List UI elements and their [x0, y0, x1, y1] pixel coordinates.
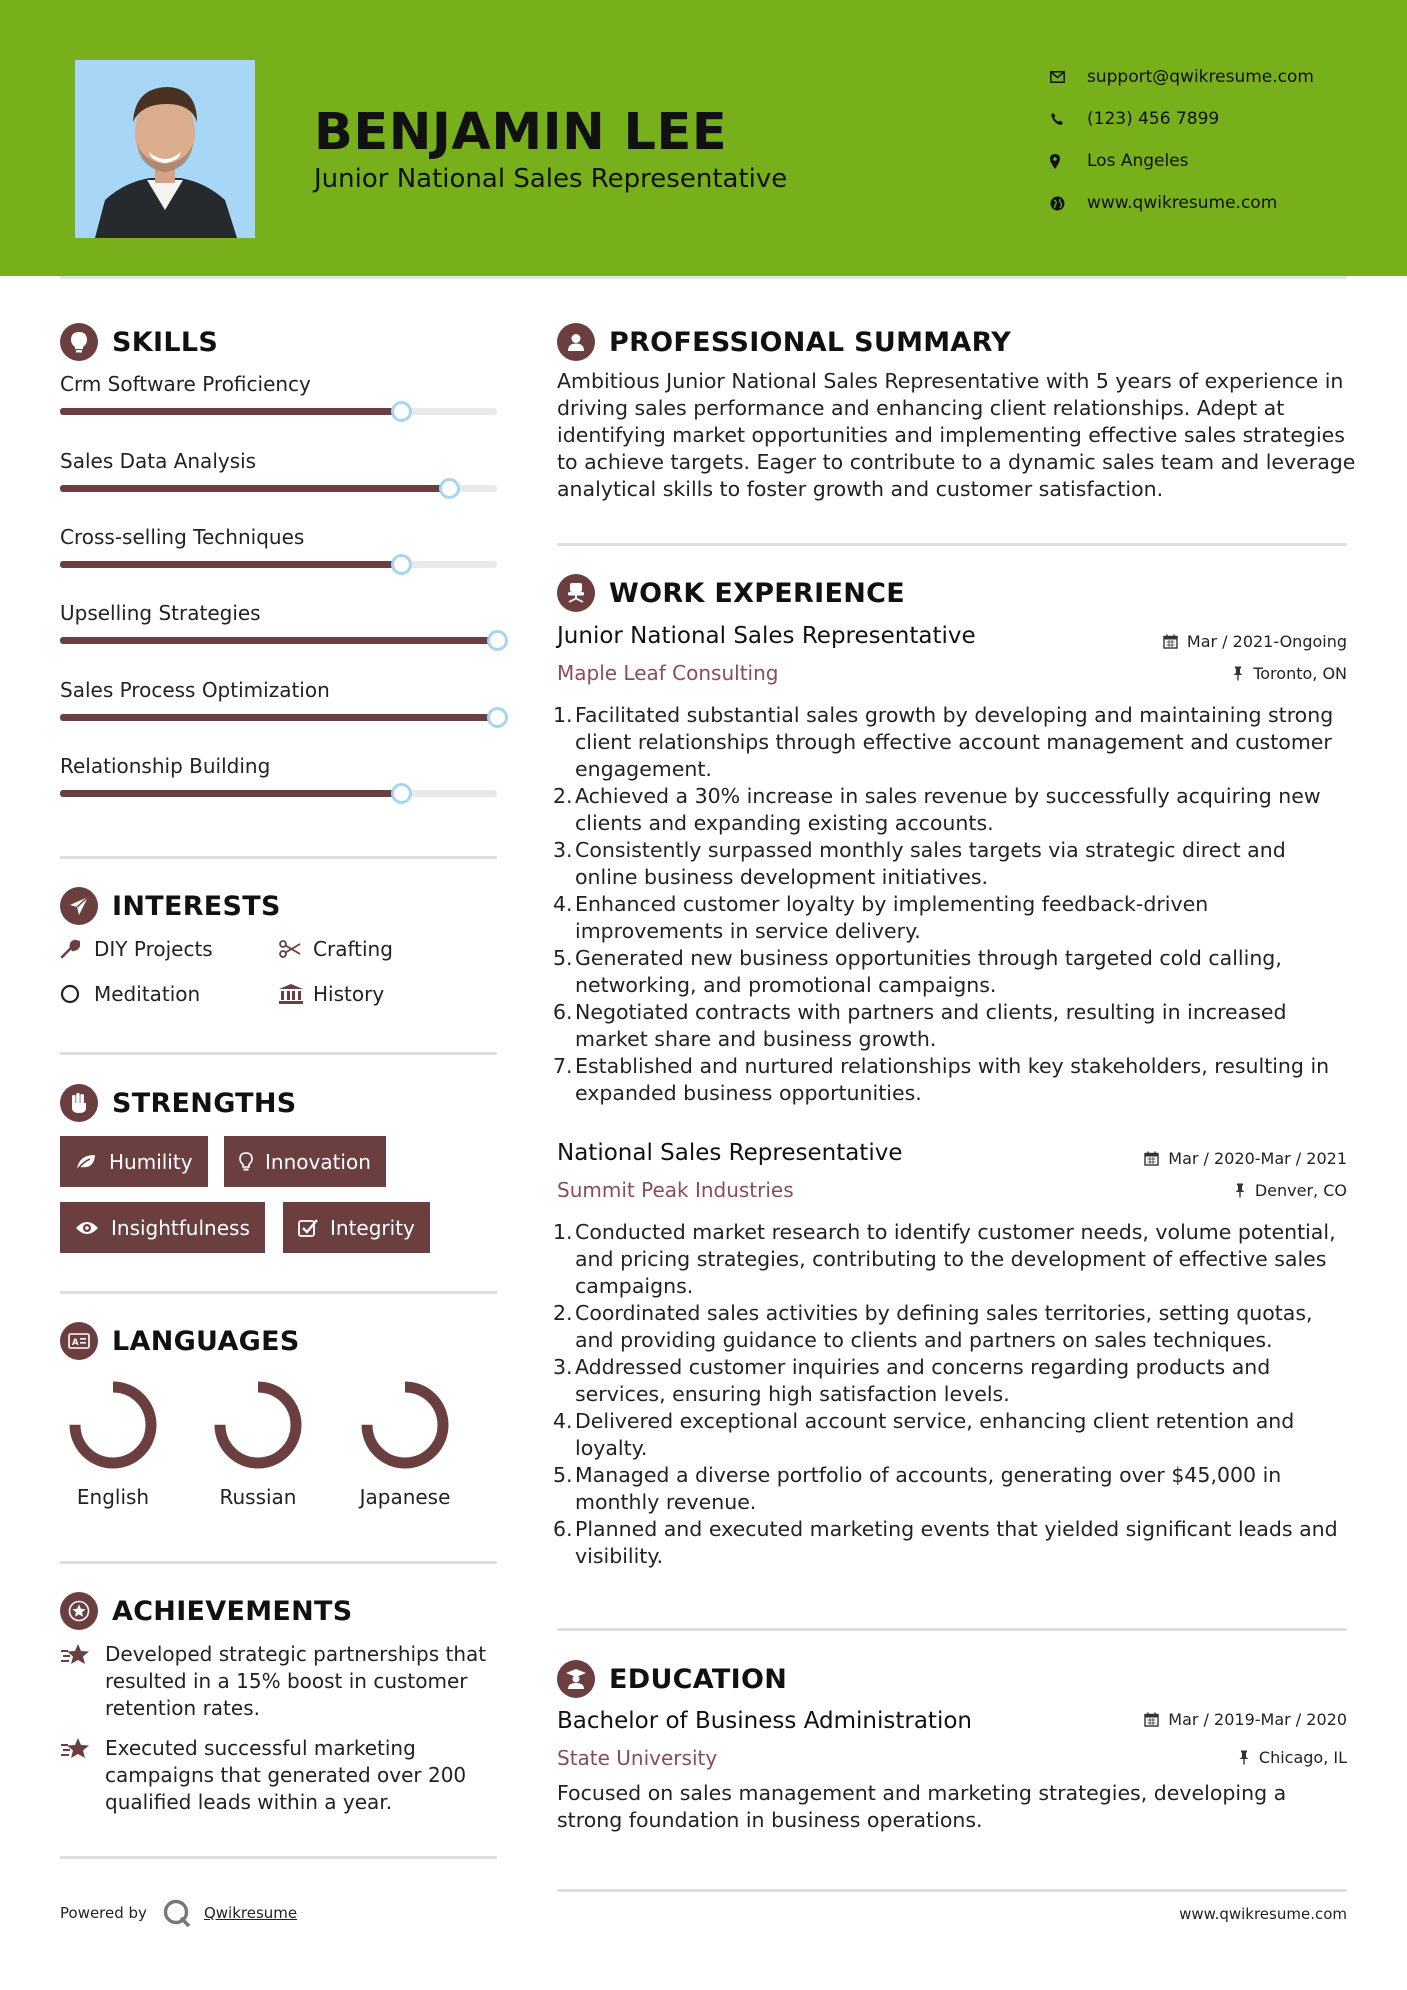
section-divider — [60, 1052, 497, 1055]
job-dates — [1144, 1149, 1347, 1168]
job-dates-text: Mar / 2021-Ongoing — [1186, 632, 1347, 651]
circle-icon — [60, 984, 94, 1004]
education-title: EDUCATION — [609, 1663, 788, 1695]
qwikresume-logo-icon — [162, 1898, 192, 1928]
strengths-title: STRENGTHS — [112, 1087, 297, 1119]
job-bullet: 5. Generated new business opportunities through targeted cold calling, networking, and promotional campaigns. — [553, 946, 1282, 997]
skill-bar-knob — [487, 630, 508, 651]
job-bullets — [553, 702, 1353, 1107]
education-dates — [1144, 1710, 1347, 1729]
header-divider — [60, 276, 1347, 279]
graduate-icon — [557, 1660, 595, 1698]
interest-item — [60, 937, 213, 961]
job-title: Junior National Sales Representative — [557, 623, 976, 649]
job-bullet: 3. Addressed customer inquiries and concerns regarding products and services, ensuring high satisfaction levels. — [553, 1355, 1271, 1406]
skill-name: Relationship Building — [60, 754, 271, 778]
strength-tag — [60, 1136, 208, 1187]
language-item — [198, 1375, 318, 1509]
strength-label: Integrity — [330, 1215, 415, 1240]
pushpin-icon — [1238, 1750, 1250, 1765]
skill-bar-knob — [391, 783, 412, 804]
skill-name: Crm Software Proficiency — [60, 372, 311, 396]
job-location-text: Toronto, ON — [1253, 664, 1347, 683]
interest-item — [60, 982, 200, 1006]
language-ring — [355, 1375, 455, 1475]
skill-bar — [60, 790, 497, 797]
skill-bar — [60, 485, 497, 492]
job-dates — [1163, 632, 1347, 651]
job-bullet: 3. Consistently surpassed monthly sales targets via strategic direct and online business development initiatives. — [553, 838, 1286, 889]
education-description: Focused on sales management and marketing strategies, developing a strong foundation in business operations. — [557, 1781, 1287, 1832]
star-badge-icon — [60, 1592, 98, 1630]
skill-bar-knob — [439, 478, 460, 499]
achievement-text: Developed strategic partnerships that resulted in a 15% boost in customer retention rates. — [105, 1642, 487, 1720]
section-divider — [60, 856, 497, 859]
lightbulb-icon — [60, 323, 98, 361]
language-name: English — [76, 1485, 150, 1509]
pushpin-icon — [1234, 1183, 1246, 1198]
achievements-title: ACHIEVEMENTS — [112, 1595, 353, 1627]
skill-name: Sales Process Optimization — [60, 678, 330, 702]
calendar-icon — [1144, 1151, 1159, 1166]
checkbox-icon — [298, 1218, 318, 1238]
skill-name: Upselling Strategies — [60, 601, 261, 625]
education-dates-text: Mar / 2019-Mar / 2020 — [1168, 1710, 1347, 1729]
powered-by-label: Powered by — [60, 1904, 147, 1922]
education-location-text: Chicago, IL — [1258, 1748, 1347, 1767]
summary-text: Ambitious Junior National Sales Representative with 5 years of experience in driving sales performance and enhancing client relationships. Adept at identifying market opportunities and implementing effective sales strategies to achieve targets. Eager to contribute to a dynamic sales team and leverage analytical skills to foster growth and customer satisfaction. — [557, 369, 1356, 501]
job-dates-text: Mar / 2020-Mar / 2021 — [1168, 1149, 1347, 1168]
pushpin-icon — [1232, 666, 1244, 681]
svg-text:A: A — [72, 1338, 79, 1348]
languages-title: LANGUAGES — [112, 1325, 300, 1357]
interest-label: Meditation — [94, 982, 201, 1006]
skill-item — [60, 754, 497, 797]
interests-heading — [60, 887, 281, 925]
language-ring — [208, 1375, 308, 1475]
contact-block — [1050, 56, 1380, 224]
education-location — [1238, 1748, 1347, 1767]
interest-label: DIY Projects — [94, 937, 213, 961]
strength-label: Innovation — [265, 1149, 371, 1174]
achievements-heading — [60, 1592, 353, 1630]
footer-powered-by — [60, 1898, 297, 1928]
interest-label: Crafting — [313, 937, 393, 961]
skill-bar-fill — [60, 408, 401, 415]
contact-website-text: www.qwikresume.com — [1087, 193, 1278, 213]
language-name: Russian — [219, 1485, 297, 1509]
job-location-text: Denver, CO — [1254, 1181, 1347, 1200]
contact-location-text: Los Angeles — [1087, 151, 1189, 171]
skill-bar-knob — [391, 401, 412, 422]
contact-phone[interactable] — [1050, 98, 1380, 140]
header-banner — [0, 0, 1407, 276]
interest-item — [279, 937, 393, 961]
skill-name: Cross-selling Techniques — [60, 525, 305, 549]
envelope-icon — [1050, 71, 1087, 83]
calendar-icon — [1163, 634, 1178, 649]
job-bullet: 6. Planned and executed marketing events that yielded significant leads and visibility. — [553, 1517, 1338, 1568]
skill-bar-knob — [487, 707, 508, 728]
brand-link[interactable]: Qwikresume — [203, 1904, 298, 1922]
experience-title: WORK EXPERIENCE — [609, 577, 905, 609]
strength-tag — [283, 1202, 430, 1253]
contact-email-text: support@qwikresume.com — [1087, 67, 1314, 87]
language-name: Japanese — [359, 1485, 451, 1509]
contact-email[interactable] — [1050, 56, 1380, 98]
job-bullet: 2. Achieved a 30% increase in sales revenue by successfully acquiring new clients and expanding existing accounts. — [553, 784, 1321, 835]
lightbulb-icon — [239, 1152, 253, 1172]
job-bullet: 6. Negotiated contracts with partners and clients, resulting in increased market share and business growth. — [553, 1000, 1287, 1051]
section-divider — [557, 543, 1347, 546]
section-divider — [60, 1856, 497, 1859]
interest-label: History — [313, 982, 385, 1006]
skill-bar-fill — [60, 790, 401, 797]
footer-website[interactable]: www.qwikresume.com — [1179, 1905, 1347, 1923]
achievement-item — [60, 1641, 500, 1722]
languages-heading — [60, 1322, 300, 1360]
raised-fist-icon — [60, 1084, 98, 1122]
globe-icon — [1050, 196, 1087, 211]
id-card-icon — [60, 1322, 98, 1360]
interests-title: INTERESTS — [112, 890, 281, 922]
section-divider — [557, 1889, 1347, 1892]
section-divider — [60, 1291, 497, 1294]
wrench-icon — [60, 939, 94, 959]
skill-bar-fill — [60, 714, 497, 721]
job-bullet: 4. Delivered exceptional account service, enhancing client retention and loyalty. — [553, 1409, 1295, 1460]
section-divider — [557, 1628, 1347, 1631]
scissors-icon — [279, 940, 313, 958]
job-company: Summit Peak Industries — [557, 1178, 794, 1202]
job-location — [1232, 664, 1347, 683]
job-bullets — [553, 1219, 1353, 1570]
leaf-icon — [75, 1153, 97, 1171]
job-bullet: 5. Managed a diverse portfolio of accounts, generating over $45,000 in monthly revenue. — [553, 1463, 1282, 1514]
paper-plane-icon — [60, 887, 98, 925]
phone-icon — [1050, 112, 1087, 126]
skill-name: Sales Data Analysis — [60, 449, 257, 473]
skill-bar-fill — [60, 485, 449, 492]
contact-phone-text: (123) 456 7899 — [1087, 109, 1220, 129]
user-icon — [557, 323, 595, 361]
skills-title: SKILLS — [112, 326, 219, 358]
summary-title: PROFESSIONAL SUMMARY — [609, 326, 1012, 358]
experience-heading — [557, 574, 905, 612]
strength-tag — [224, 1136, 386, 1187]
job-bullet: 2. Coordinated sales activities by defining sales territories, setting quotas, and providing guidance to clients and partners on sales techniques. — [553, 1301, 1313, 1352]
skill-bar-fill — [60, 561, 401, 568]
strength-tag — [60, 1202, 265, 1253]
job-location — [1234, 1181, 1347, 1200]
skill-bar — [60, 408, 497, 415]
skill-bar — [60, 561, 497, 568]
summary-heading — [557, 323, 1011, 361]
education-degree: Bachelor of Business Administration — [557, 1708, 972, 1734]
strength-label: Humility — [109, 1149, 193, 1174]
skill-item — [60, 372, 497, 415]
calendar-icon — [1144, 1712, 1159, 1727]
job-company: Maple Leaf Consulting — [557, 661, 779, 685]
office-chair-icon — [557, 574, 595, 612]
museum-icon — [279, 984, 313, 1004]
skill-bar-fill — [60, 637, 497, 644]
section-divider — [60, 1561, 497, 1564]
job-bullet: 1. Facilitated substantial sales growth by developing and maintaining strong client relationships through effective account management and customer engagement. — [553, 703, 1334, 781]
contact-location — [1050, 140, 1380, 182]
eye-icon — [75, 1220, 99, 1236]
job-title: National Sales Representative — [557, 1140, 903, 1166]
strengths-heading — [60, 1084, 297, 1122]
achievement-text: Executed successful marketing campaigns that generated over 200 qualified leads within a year. — [105, 1736, 467, 1814]
education-school: State University — [557, 1746, 718, 1770]
contact-website[interactable] — [1050, 182, 1380, 224]
job-bullet: 4. Enhanced customer loyalty by implementing feedback-driven improvements in service delivery. — [553, 892, 1209, 943]
star-icon — [60, 1641, 105, 1722]
candidate-title: Junior National Sales Representative — [314, 164, 788, 194]
skill-item — [60, 525, 497, 568]
map-pin-icon — [1050, 154, 1087, 169]
skill-item — [60, 601, 497, 644]
skill-item — [60, 449, 497, 492]
interest-item — [279, 982, 384, 1006]
skill-item — [60, 678, 497, 721]
strength-label: Insightfulness — [111, 1215, 250, 1240]
skill-bar — [60, 637, 497, 644]
skills-heading — [60, 323, 218, 361]
language-ring — [63, 1375, 163, 1475]
achievement-item — [60, 1735, 500, 1816]
candidate-name: BENJAMIN LEE — [314, 103, 728, 162]
job-bullet: 1. Conducted market research to identify customer needs, volume potential, and pricing strategies, contributing to the development of effective sales campaigns. — [553, 1220, 1336, 1298]
language-item — [53, 1375, 173, 1509]
profile-photo — [75, 60, 255, 238]
language-item — [345, 1375, 465, 1509]
skill-bar-knob — [391, 554, 412, 575]
job-bullet: 7. Established and nurtured relationships with key stakeholders, resulting in expanded business opportunities. — [553, 1054, 1330, 1105]
education-heading — [557, 1660, 787, 1698]
star-icon — [60, 1735, 105, 1816]
skill-bar — [60, 714, 497, 721]
